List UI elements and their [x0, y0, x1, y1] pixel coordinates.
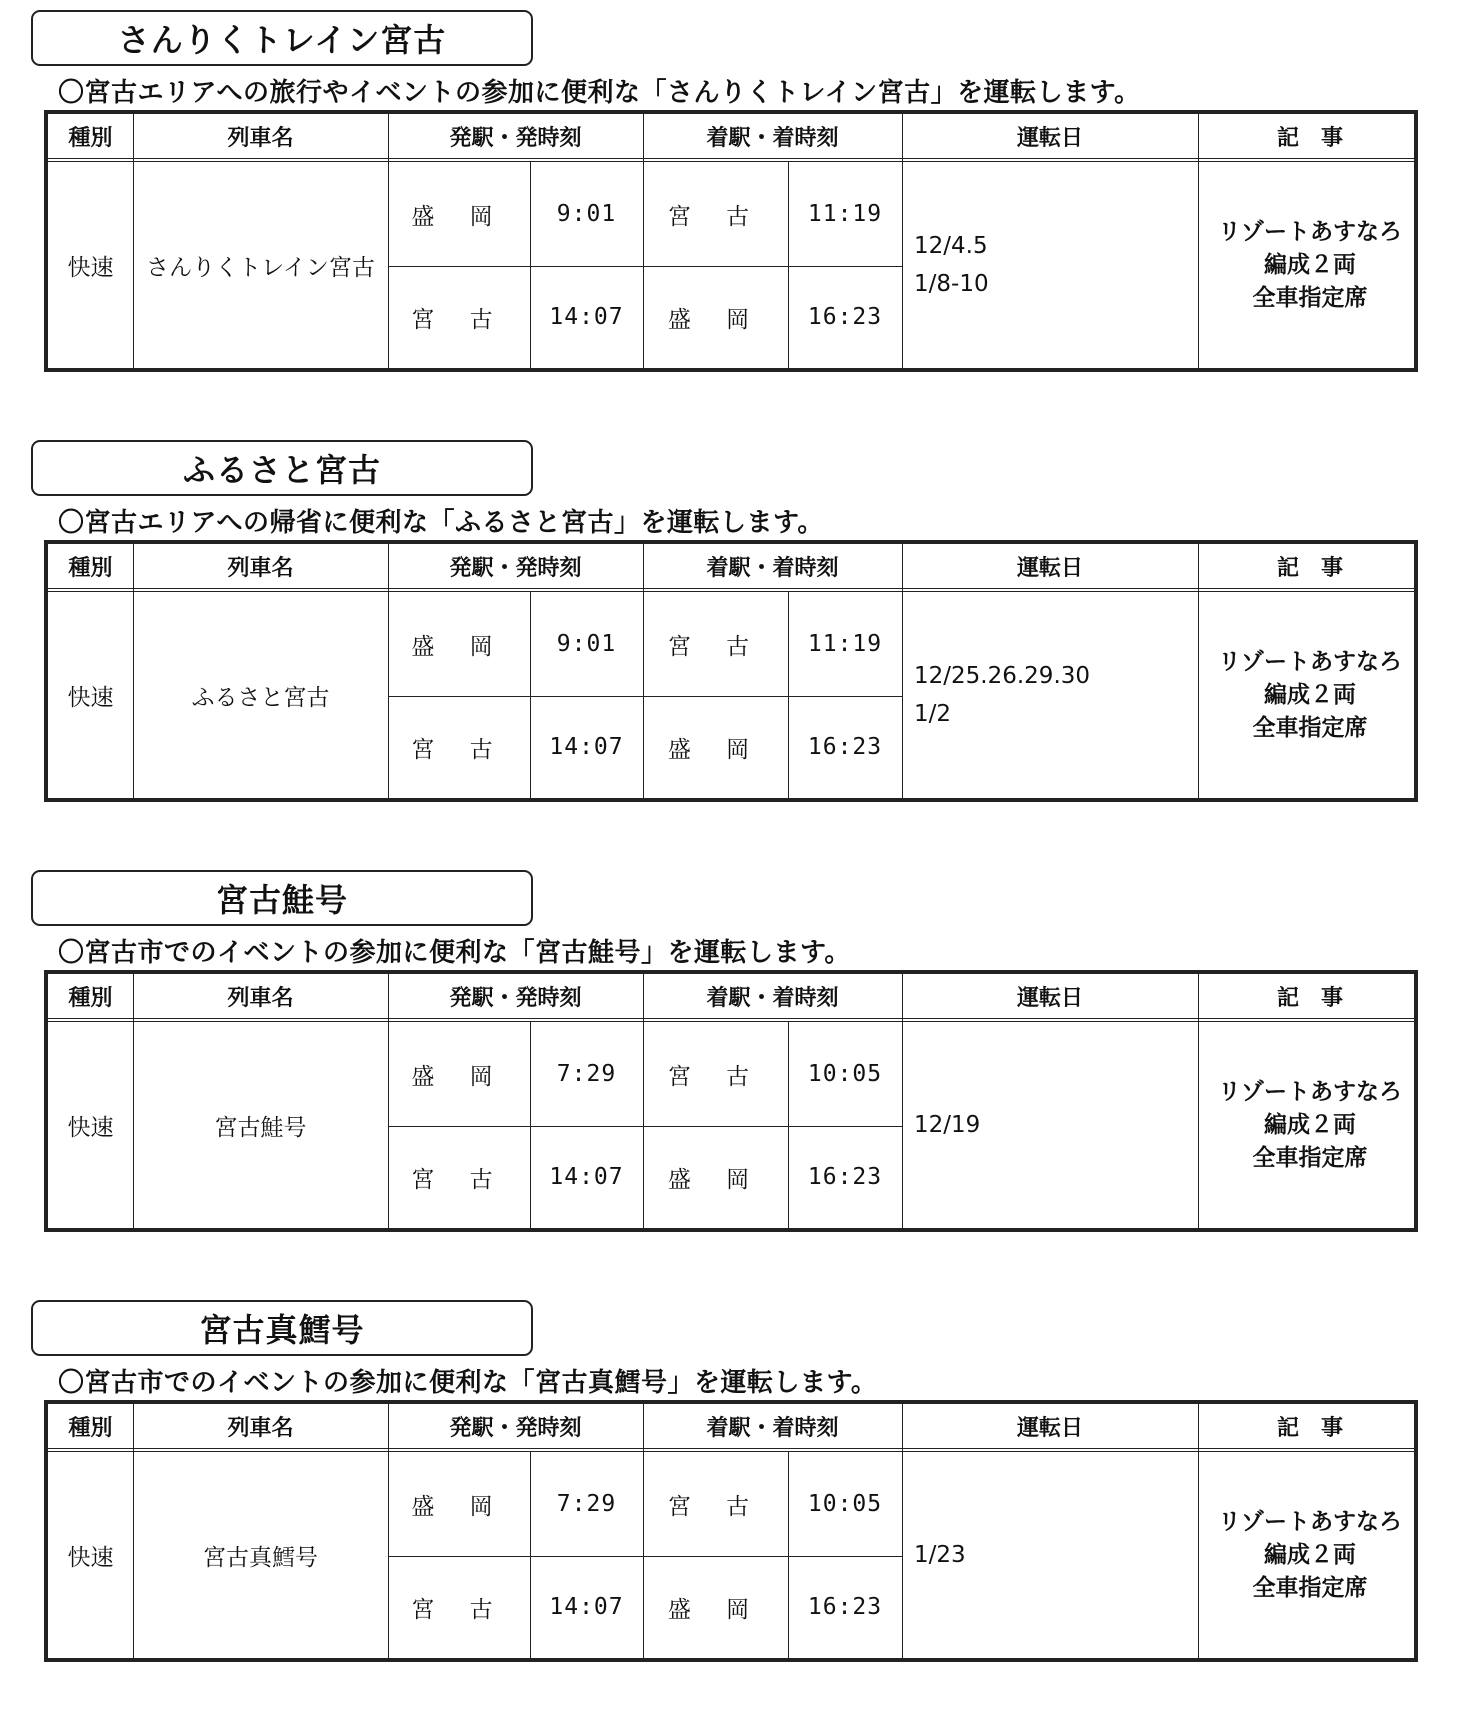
departure-station: 盛 岡 [411, 633, 507, 660]
section-description: 〇宮古市でのイベントの参加に便利な「宮古鮭号」を運転します。 [58, 938, 851, 968]
note-line: 編成２両 [1264, 681, 1356, 708]
header-departure: 発駅・発時刻 [449, 125, 582, 151]
arrival-station: 盛 岡 [667, 736, 764, 763]
arrival-time: 10:05 [807, 1491, 883, 1517]
departure-station: 宮 古 [411, 1166, 507, 1193]
train-section [0, 10, 1463, 380]
header-train-name: 列車名 [227, 555, 294, 581]
operating-day: 1/8-10 [914, 271, 989, 297]
section-title: ふるさと宮古 [31, 440, 533, 496]
departure-station: 盛 岡 [411, 1493, 507, 1520]
header-notes: 記 事 [1276, 125, 1343, 151]
arrival-station: 盛 岡 [667, 306, 764, 333]
train-type: 快速 [67, 1114, 114, 1141]
operating-day: 12/4.5 [914, 233, 988, 259]
departure-time: 7:29 [556, 1061, 617, 1087]
timetable [44, 540, 1418, 802]
header-departure: 発駅・発時刻 [449, 1415, 582, 1441]
note-line: 編成２両 [1264, 1111, 1356, 1138]
header-operating-days: 運転日 [1016, 985, 1083, 1011]
operating-days [902, 592, 1198, 798]
note-line: リゾートあすなろ [1218, 218, 1402, 245]
arrival-time: 11:19 [807, 631, 883, 657]
departure-time: 14:07 [549, 1164, 624, 1190]
departure-time: 14:07 [549, 734, 624, 760]
header-arrival: 着駅・着時刻 [706, 555, 839, 581]
train-name: 宮古鮭号 [214, 1114, 307, 1141]
note-line: 全車指定席 [1252, 714, 1368, 741]
arrival-time: 16:23 [807, 1594, 883, 1620]
notes [1198, 1452, 1422, 1658]
note-line: 全車指定席 [1252, 1574, 1368, 1601]
arrival-station: 宮 古 [667, 1063, 764, 1090]
train-type: 快速 [67, 684, 114, 711]
timetable [44, 110, 1418, 372]
header-operating-days: 運転日 [1016, 1415, 1083, 1441]
operating-day: 1/2 [914, 701, 952, 727]
section-description: 〇宮古市でのイベントの参加に便利な「宮古真鱈号」を運転します。 [58, 1368, 878, 1398]
departure-station: 宮 古 [411, 736, 507, 763]
note-line: リゾートあすなろ [1218, 648, 1402, 675]
train-name: さんりくトレイン宮古 [146, 254, 375, 281]
arrival-station: 宮 古 [667, 633, 764, 660]
header-arrival: 着駅・着時刻 [706, 125, 839, 151]
header-arrival: 着駅・着時刻 [706, 1415, 839, 1441]
arrival-station: 盛 岡 [667, 1596, 764, 1623]
departure-time: 14:07 [549, 1594, 624, 1620]
notes [1198, 592, 1422, 798]
arrival-station: 宮 古 [667, 203, 764, 230]
header-type: 種別 [68, 555, 113, 581]
header-train-name: 列車名 [227, 1415, 294, 1441]
operating-days [902, 1452, 1198, 1658]
departure-station: 盛 岡 [411, 203, 507, 230]
header-departure: 発駅・発時刻 [449, 985, 582, 1011]
departure-time: 9:01 [556, 631, 617, 657]
section-description: 〇宮古エリアへの旅行やイベントの参加に便利な「さんりくトレイン宮古」を運転します。 [58, 78, 1141, 108]
note-line: リゾートあすなろ [1218, 1078, 1402, 1105]
arrival-time: 16:23 [807, 1164, 883, 1190]
timetable [44, 970, 1418, 1232]
note-line: 全車指定席 [1252, 1144, 1368, 1171]
note-line: 編成２両 [1264, 1541, 1356, 1568]
departure-time: 9:01 [556, 201, 617, 227]
header-train-name: 列車名 [227, 125, 294, 151]
header-arrival: 着駅・着時刻 [706, 985, 839, 1011]
section-description: 〇宮古エリアへの帰省に便利な「ふるさと宮古」を運転します。 [58, 508, 824, 538]
header-notes: 記 事 [1276, 985, 1343, 1011]
arrival-time: 16:23 [807, 304, 883, 330]
departure-station: 宮 古 [411, 1596, 507, 1623]
note-line: 編成２両 [1264, 251, 1356, 278]
train-name: ふるさと宮古 [191, 684, 330, 711]
note-line: 全車指定席 [1252, 284, 1368, 311]
note-line: リゾートあすなろ [1218, 1508, 1402, 1535]
notes [1198, 1022, 1422, 1228]
train-section [0, 1300, 1463, 1670]
header-notes: 記 事 [1276, 1415, 1343, 1441]
header-notes: 記 事 [1276, 555, 1343, 581]
section-title: 宮古真鱈号 [31, 1300, 533, 1356]
timetable [44, 1400, 1418, 1662]
operating-days [902, 162, 1198, 368]
header-operating-days: 運転日 [1016, 125, 1083, 151]
section-title: さんりくトレイン宮古 [31, 10, 533, 66]
departure-station: 宮 古 [411, 306, 507, 333]
operating-day: 12/19 [914, 1112, 981, 1138]
header-departure: 発駅・発時刻 [449, 555, 582, 581]
operating-day: 12/25.26.29.30 [914, 663, 1091, 689]
arrival-station: 盛 岡 [667, 1166, 764, 1193]
train-type: 快速 [67, 1544, 114, 1571]
header-type: 種別 [68, 985, 113, 1011]
train-name: 宮古真鱈号 [203, 1544, 318, 1571]
departure-time: 14:07 [549, 304, 624, 330]
arrival-time: 10:05 [807, 1061, 883, 1087]
train-type: 快速 [67, 254, 114, 281]
header-operating-days: 運転日 [1016, 555, 1083, 581]
header-type: 種別 [68, 125, 113, 151]
arrival-time: 11:19 [807, 201, 883, 227]
operating-day: 1/23 [914, 1542, 966, 1568]
departure-station: 盛 岡 [411, 1063, 507, 1090]
arrival-station: 宮 古 [667, 1493, 764, 1520]
section-title: 宮古鮭号 [31, 870, 533, 926]
notes [1198, 162, 1422, 368]
operating-days [902, 1022, 1198, 1228]
train-section [0, 440, 1463, 810]
train-section [0, 870, 1463, 1240]
arrival-time: 16:23 [807, 734, 883, 760]
departure-time: 7:29 [556, 1491, 617, 1517]
header-type: 種別 [68, 1415, 113, 1441]
header-train-name: 列車名 [227, 985, 294, 1011]
